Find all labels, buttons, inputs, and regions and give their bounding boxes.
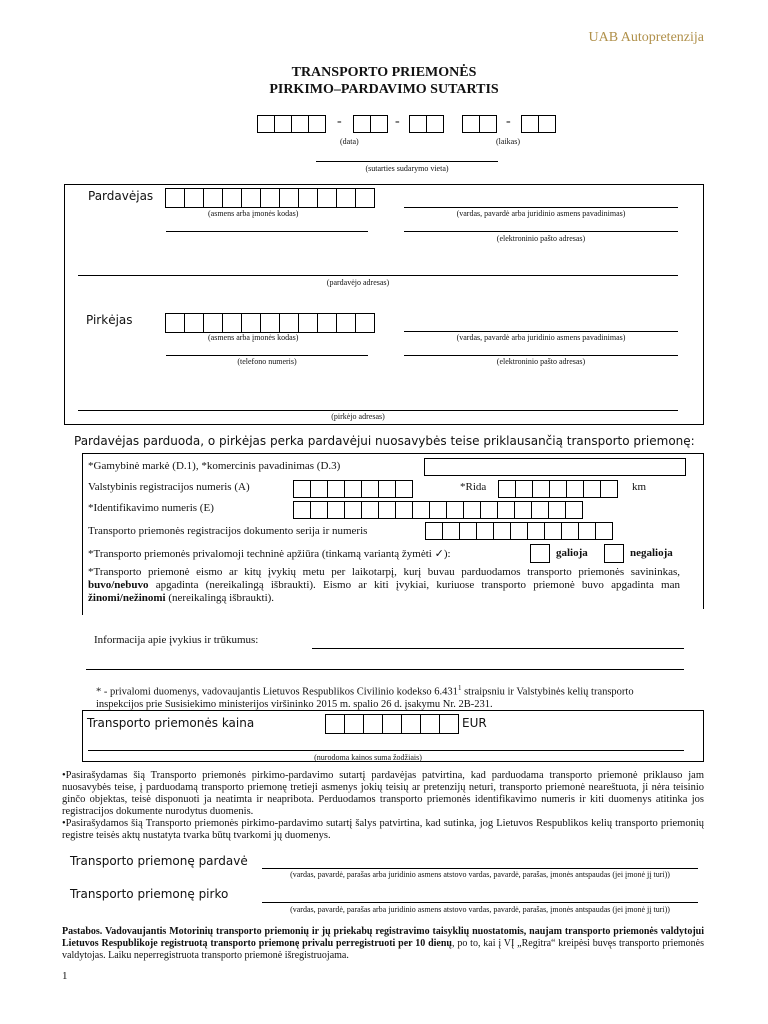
seller-signature-line[interactable] [262, 868, 698, 869]
inspection-invalid-label: negalioja [630, 547, 673, 559]
make-label: *Gamybinė markė (D.1), *komercinis pavadinimas (D.3) [88, 460, 341, 472]
damage-text-3: (nereikalingą išbraukti). [168, 592, 275, 604]
buyer-email-line[interactable] [404, 355, 678, 356]
date-separator: - [337, 114, 342, 129]
seller-signature-caption: (vardas, pavardė, parašas arba juridinio asmens atstovo vardas, pavardė, parašas, įmonės antspaudas (jei įmonė jį turi)) [290, 870, 670, 879]
page-number: 1 [62, 970, 68, 982]
damage-bold-2[interactable]: žinomi/nežinomi [88, 592, 166, 604]
seller-address-caption: (pardavėjo adresas) [326, 278, 390, 287]
sale-intro: Pardavėjas parduoda, o pirkėjas perka pardavėjui nuosavybės teise priklausančią transporto priemonę: [74, 434, 695, 448]
parties-frame [64, 184, 704, 425]
time-hour-boxes[interactable] [463, 115, 497, 133]
buyer-code-boxes[interactable] [166, 313, 375, 333]
date-separator: - [395, 114, 400, 129]
data-processing-consent: •Pasirašydamos šią Transporto priemonės pirkimo-pardavimo sutartį šalys patvirtina, kad sutinka, jog Lietuvos Respublikos kelių transporto priemonių registre teisės aktų nustatyta tvarka būtų tvarkomi jų duomenys. [62, 818, 704, 841]
km-label: km [632, 481, 647, 493]
seller-name-line[interactable] [404, 207, 678, 208]
price-boxes[interactable] [326, 714, 459, 734]
seller-signature-label: Transporto priemonę pardavė [70, 854, 248, 868]
mandatory-note-suffix: straipsniu ir Valstybinės kelių transporto inspekcijos prie Susisiekimo ministerijos viršininko 2015 m. spalio 26 d. įsakymu Nr. 2B-231. [96, 686, 634, 710]
damage-bold-1[interactable]: buvo/nebuvo [88, 579, 149, 591]
price-label: Transporto priemonės kaina [87, 716, 255, 730]
price-words-caption: (nurodoma kainos suma žodžiais) [314, 753, 422, 762]
vin-boxes[interactable] [294, 501, 583, 519]
buyer-signature-label: Transporto priemonę pirko [70, 887, 229, 901]
mandatory-note-prefix: * - privalomi duomenys, vadovaujantis Lietuvos Respublikos Civilinio kodekso 6.431 [96, 686, 458, 698]
price-currency: EUR [462, 716, 487, 730]
registration-notes [62, 926, 704, 962]
time-separator: - [506, 114, 511, 129]
seller-code-caption: (asmens arba įmonės kodas) [208, 209, 299, 218]
time-caption: (laikas) [496, 137, 520, 146]
seller-address-line[interactable] [78, 275, 678, 276]
seller-name-caption: (vardas, pavardė arba juridinio asmens pavadinimas) [456, 209, 626, 218]
inspection-valid-label: galioja [556, 547, 588, 559]
inspection-label: *Transporto priemonės privalomoji techninė apžiūra (tinkamą variantą žymėti ✓): [88, 548, 451, 560]
buyer-phone-line[interactable] [166, 355, 368, 356]
date-month-boxes[interactable] [354, 115, 388, 133]
company-name: UAB Autopretenzija [588, 30, 704, 45]
buyer-phone-caption: (telefono numeris) [237, 357, 297, 366]
mandatory-note-sup: 1 [457, 684, 462, 692]
buyer-address-line[interactable] [78, 410, 678, 411]
damage-text-2: apgadinta (nereikalingą išbraukti). Eismo ar kiti įvykiai, kuriuose transporto priemonė buvo apgadinta man [155, 579, 680, 591]
reg-doc-boxes[interactable] [426, 522, 613, 540]
buyer-label: Pirkėjas [86, 313, 133, 327]
seller-extra-line[interactable] [166, 231, 368, 232]
buyer-address-caption: (pirkėjo adresas) [331, 412, 385, 421]
seller-code-boxes[interactable] [166, 188, 375, 208]
make-input[interactable] [424, 458, 686, 476]
mandatory-note [96, 682, 656, 711]
mileage-label: *Rida [460, 481, 487, 493]
incident-info-label: Informacija apie įvykius ir trūkumus: [94, 634, 259, 646]
seller-label: Pardavėjas [88, 189, 154, 203]
notes-prefix: Pastabos. Vadovaujantis Motorinių transporto priemonių ir jų priekabų registravimo taisyklių nuostatomis, naujam transporto priemonės valdytojui Lietuvos Respublikoje registruotą transporto priemonę privalu perregistruoti [62, 926, 704, 949]
date-day-boxes[interactable] [410, 115, 444, 133]
buyer-email-caption: (elektroninio pašto adresas) [496, 357, 586, 366]
date-year-boxes[interactable] [258, 115, 326, 133]
place-caption: (sutarties sudarymo vieta) [365, 164, 449, 173]
time-minute-boxes[interactable] [522, 115, 556, 133]
vin-label: *Identifikavimo numeris (E) [88, 502, 214, 514]
inspection-invalid-checkbox[interactable] [604, 544, 624, 563]
seller-confirmation: •Pasirašydamas šią Transporto priemonės pirkimo-pardavimo sutartį pardavėjas patvirtina, kad parduodama transporto priemonė priklauso jam nuosavybės teise, į parduodamą transporto priemonę tretieji asmenys jokių teisių ar pretenzijų neturi, transporto priemonė neareštuota, ji nėra teisinio ginčo objektas, teisė disponuoti ja neatimta ir neapribota. Perduodamos transporto priemonės identifikavimo numeris ir kiti duomenys atitinka jos registracijos dokumente nurodytus duomenis. [62, 770, 704, 817]
reg-doc-label: Transporto priemonės registracijos dokumento serija ir numeris [88, 525, 368, 537]
mileage-boxes[interactable] [499, 480, 618, 498]
damage-text-1: *Transporto priemonė eismo ar kitų įvykių metu per laikotarpį, kurį buvau parduodamos transporto priemonės savininkas, [88, 566, 680, 578]
place-line[interactable] [316, 161, 498, 162]
seller-email-line[interactable] [404, 231, 678, 232]
notes-deadline: per 10 dienų [398, 938, 452, 949]
plate-label: Valstybinis registracijos numeris (A) [88, 481, 250, 493]
date-caption: (data) [340, 137, 359, 146]
inspection-valid-checkbox[interactable] [530, 544, 550, 563]
document-title-line1: TRANSPORTO PRIEMONĖS [291, 65, 477, 80]
notes-suffix: , po to, kai į VĮ „Regitra“ kreipėsi buvęs transporto priemonės valdytojas. Laiku neperregistruota transporto priemonė išregistruojama. [62, 938, 705, 961]
buyer-name-line[interactable] [404, 331, 678, 332]
price-words-line[interactable] [88, 750, 684, 751]
document-title-line2: PIRKIMO–PARDAVIMO SUTARTIS [269, 82, 499, 97]
plate-boxes[interactable] [294, 480, 413, 498]
incident-info-line-1[interactable] [312, 648, 684, 649]
incident-info-line-2[interactable] [86, 669, 684, 670]
buyer-signature-caption: (vardas, pavardė, parašas arba juridinio asmens atstovo vardas, pavardė, parašas, įmonės antspaudas (jei įmonė jį turi)) [290, 905, 670, 914]
buyer-signature-line[interactable] [262, 902, 698, 903]
seller-email-caption: (elektroninio pašto adresas) [496, 234, 586, 243]
buyer-name-caption: (vardas, pavardė arba juridinio asmens pavadinimas) [456, 333, 626, 342]
buyer-code-caption: (asmens arba įmonės kodas) [208, 333, 299, 342]
frame-tick [82, 609, 87, 615]
damage-statement [88, 566, 680, 605]
